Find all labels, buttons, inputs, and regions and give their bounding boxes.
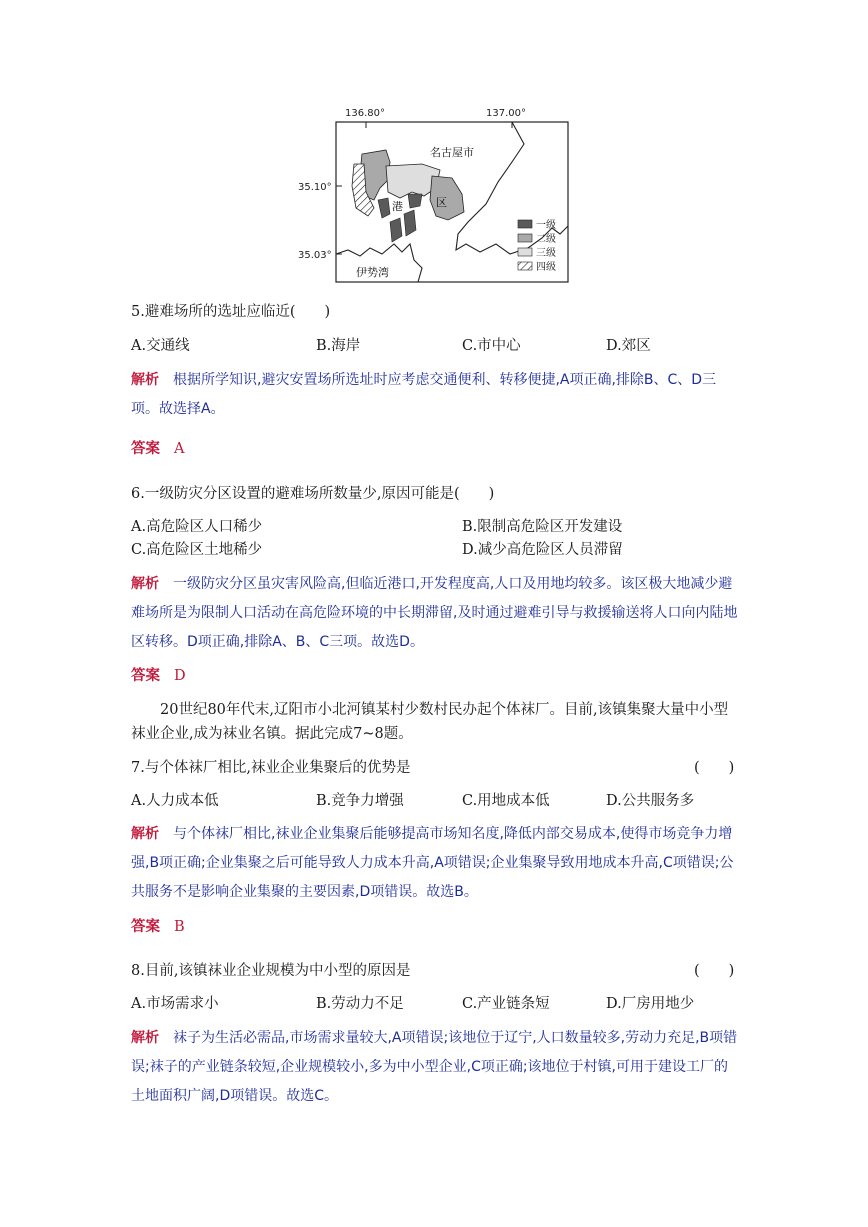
legend-level1: 一级 bbox=[536, 220, 556, 231]
q7-analysis-label: 解析 bbox=[131, 826, 159, 842]
lat-label-bottom: 35.03° bbox=[298, 250, 332, 261]
q5-analysis-text: 根据所学知识,避灾安置场所选址时应考虑交通便利、转移便捷,A项正确,排除B、C、D三项。故选择A。 bbox=[131, 372, 717, 417]
q6-stem: 6.一级防灾分区设置的避难场所数量少,原因可能是( ) bbox=[131, 486, 495, 502]
q5-option-d: D.郊区 bbox=[606, 338, 651, 354]
q7-stem: 7.与个体袜厂相比,袜业企业集聚后的优势是 bbox=[131, 760, 411, 776]
q8-answer-paren: ( ) bbox=[694, 963, 735, 979]
nagoya-disaster-zone-map bbox=[290, 104, 580, 286]
legend-level4: 四级 bbox=[536, 262, 556, 273]
q7-answer-value: B bbox=[174, 919, 185, 935]
q6-analysis-label: 解析 bbox=[131, 576, 159, 592]
bay-label: 伊势湾 bbox=[356, 266, 389, 279]
q5-answer-value: A bbox=[174, 441, 185, 457]
q5-option-b: B.海岸 bbox=[316, 338, 361, 354]
q6-option-d: D.减少高危险区人员滞留 bbox=[462, 542, 623, 558]
q5-analysis bbox=[131, 366, 741, 424]
q7-answer-paren: ( ) bbox=[694, 760, 735, 776]
q7-answer bbox=[131, 917, 185, 937]
q8-option-d: D.厂房用地少 bbox=[606, 996, 695, 1012]
q6-answer-label: 答案 bbox=[131, 668, 160, 684]
q8-stem: 8.目前,该镇袜业企业规模为中小型的原因是 bbox=[131, 963, 411, 979]
lon-label-left: 136.80° bbox=[345, 108, 385, 119]
q7-option-d: D.公共服务多 bbox=[606, 793, 695, 809]
district-char-1: 港 bbox=[392, 200, 403, 213]
lon-label-right: 137.00° bbox=[486, 108, 526, 119]
q6-answer-value: D bbox=[174, 668, 186, 684]
q6-analysis-text: 一级防灾分区虽灾害风险高,但临近港口,开发程度高,人口及用地均较多。该区极大地减少避难场所是为限制人口活动在高危险环境的中长期滞留,及时通过避难引导与救援输送将人口向内陆地区转移。D项正确,排除A、B、C三项。故选D。 bbox=[131, 576, 738, 650]
q8-analysis bbox=[131, 1024, 741, 1111]
q7-option-c: C.用地成本低 bbox=[462, 793, 550, 809]
q6-option-b: B.限制高危险区开发建设 bbox=[462, 519, 623, 535]
city-label: 名古屋市 bbox=[430, 146, 474, 159]
legend-level2: 二级 bbox=[536, 234, 556, 245]
q6-analysis bbox=[131, 570, 741, 657]
q5-analysis-label: 解析 bbox=[131, 372, 159, 388]
q8-option-c: C.产业链条短 bbox=[462, 996, 550, 1012]
q6-answer bbox=[131, 666, 186, 686]
map-figure bbox=[290, 104, 580, 286]
q5-option-c: C.市中心 bbox=[462, 338, 521, 354]
q8-analysis-label: 解析 bbox=[131, 1030, 159, 1046]
q7-option-b: B.竞争力增强 bbox=[316, 793, 404, 809]
q5-stem: 5.避难场所的选址应临近( ) bbox=[131, 304, 331, 320]
zone-level1-d bbox=[408, 194, 422, 208]
passage-7-8: 20世纪80年代末,辽阳市小北河镇某村少数村民办起个体袜厂。目前,该镇集聚大量中小型袜业企业,成为袜业名镇。据此完成7~8题。 bbox=[131, 702, 729, 742]
q6-option-c: C.高危险区土地稀少 bbox=[131, 542, 263, 558]
lat-label-top: 35.10° bbox=[298, 182, 332, 193]
district-char-2: 区 bbox=[436, 196, 447, 209]
q7-analysis-text: 与个体袜厂相比,袜业企业集聚后能够提高市场知名度,降低内部交易成本,使得市场竞争力增强,B项正确;企业集聚之后可能导致人力成本升高,A项错误;企业集聚导致用地成本升高,C项错误;公共服务不是影响企业集聚的主要因素,D项错误。故选B。 bbox=[131, 826, 734, 900]
q5-answer-label: 答案 bbox=[131, 441, 160, 457]
q5-answer bbox=[131, 439, 184, 459]
q8-analysis-text: 袜子为生活必需品,市场需求量较大,A项错误;该地位于辽宁,人口数量较多,劳动力充足,B项错误;袜子的产业链条较短,企业规模较小,多为中小型企业,C项正确;该地位于村镇,可用于建设工厂的土地面积广阔,D项错误。故选C。 bbox=[131, 1030, 738, 1104]
q8-option-a: A.市场需求小 bbox=[131, 996, 219, 1012]
q5-option-a: A.交通线 bbox=[131, 338, 190, 354]
q6-option-a: A.高危险区人口稀少 bbox=[131, 519, 263, 535]
q7-answer-label: 答案 bbox=[131, 919, 160, 935]
q7-analysis bbox=[131, 820, 741, 907]
legend-level3: 三级 bbox=[536, 248, 556, 259]
q7-option-a: A.人力成本低 bbox=[131, 793, 219, 809]
q8-option-b: B.劳动力不足 bbox=[316, 996, 404, 1012]
